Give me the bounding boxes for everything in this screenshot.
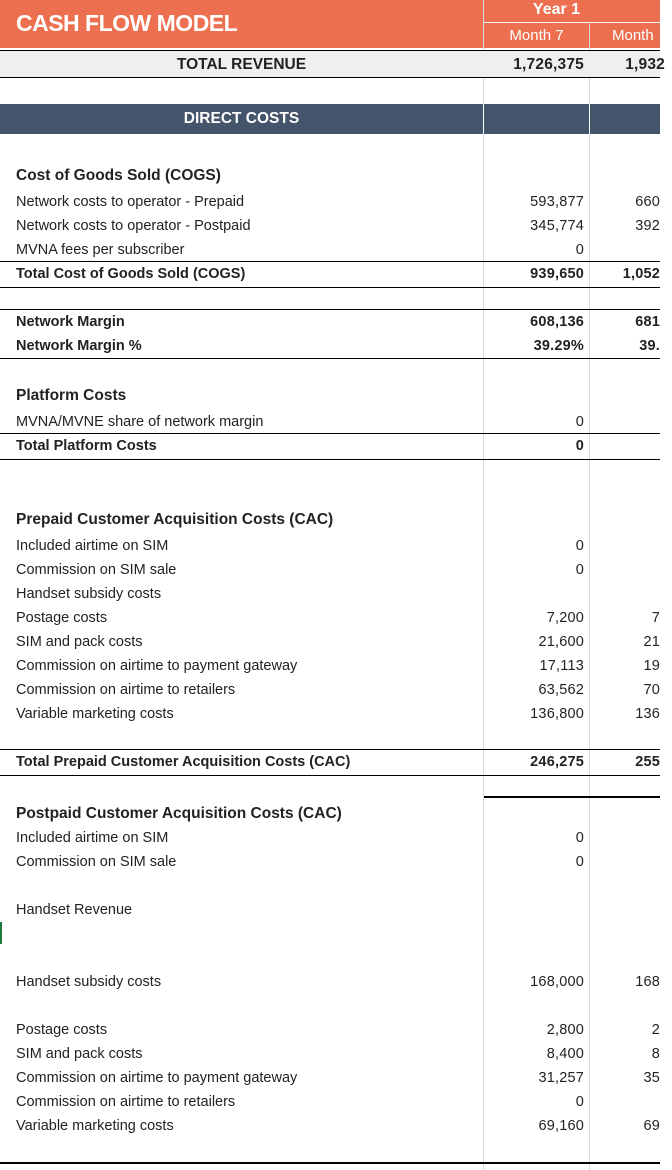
total-row[interactable] [0, 261, 660, 288]
cell-border [0, 1162, 660, 1164]
table-row[interactable] [0, 702, 660, 726]
sheet-title: CASH FLOW MODEL [16, 10, 238, 36]
row-label: Commission on SIM sale [16, 562, 177, 578]
cell-value-month-8[interactable]: 69 [643, 1118, 660, 1134]
cell-value-month-7[interactable]: 2,800 [546, 1022, 584, 1038]
section-header-row [0, 508, 660, 532]
total-row[interactable] [0, 334, 660, 359]
cell-value-month-8[interactable]: 35 [643, 1070, 660, 1086]
cell-value-month-7[interactable]: 17,113 [539, 658, 584, 674]
table-row[interactable] [0, 606, 660, 630]
table-row[interactable] [0, 850, 660, 874]
platform-header: Platform Costs [16, 387, 127, 404]
cell-value-month-7[interactable]: 608,136 [530, 314, 584, 330]
direct-costs-label: DIRECT COSTS [183, 110, 300, 127]
table-row[interactable] [0, 1090, 660, 1114]
row-label: Postage costs [16, 1022, 108, 1038]
cell-value-month-8[interactable] [590, 238, 660, 262]
table-row[interactable] [0, 534, 660, 558]
month-label-2: Month [612, 27, 654, 44]
row-label: Commission on SIM sale [16, 854, 177, 870]
cell-value-month-7[interactable]: 31,257 [538, 1070, 584, 1086]
cell-border [484, 796, 660, 798]
year-label: Year 1 [532, 1, 581, 18]
cell-value-month-8[interactable]: 21 [643, 634, 660, 650]
table-row[interactable] [0, 1114, 660, 1138]
cell-value-month-7[interactable]: 345,774 [530, 218, 584, 234]
cell-value-month-7[interactable]: 168,000 [530, 974, 584, 990]
cell-value-month-7[interactable]: 0 [575, 854, 584, 870]
postpaid-cac-header: Postpaid Customer Acquisition Costs (CAC) [16, 805, 342, 822]
cell-value-month-8[interactable]: 7 [651, 610, 660, 626]
cell-value-month-8[interactable] [590, 898, 660, 922]
table-row[interactable] [0, 970, 660, 994]
total-revenue-value-1[interactable]: 1,726,375 [513, 56, 584, 73]
cell-value-month-7[interactable]: 0 [575, 562, 584, 578]
cell-value-month-8[interactable] [590, 1090, 660, 1114]
row-label: Variable marketing costs [16, 706, 174, 722]
row-label: Included airtime on SIM [16, 830, 169, 846]
cell-value-month-8[interactable]: 1,052 [622, 266, 660, 282]
table-row[interactable] [0, 190, 660, 214]
month-label-1: Month 7 [509, 27, 564, 44]
cell-value-month-7[interactable]: 0 [575, 414, 584, 430]
section-header-row [0, 802, 660, 826]
cell-value-month-7[interactable]: 0 [575, 242, 584, 258]
row-label: Included airtime on SIM [16, 538, 169, 554]
row-marker [0, 922, 2, 944]
total-row[interactable] [0, 433, 660, 460]
table-row[interactable] [0, 410, 660, 434]
table-row[interactable] [0, 678, 660, 702]
cell-value-month-8[interactable]: 681 [635, 314, 660, 330]
cell-value-month-7[interactable]: 7,200 [546, 610, 584, 626]
cell-value-month-7[interactable]: 939,650 [530, 266, 584, 282]
table-row[interactable] [0, 654, 660, 678]
row-label: Network Margin [16, 314, 125, 330]
cell-value-month-7[interactable]: 69,160 [538, 1118, 584, 1134]
cell-value-month-7[interactable]: 63,562 [538, 682, 584, 698]
table-row[interactable] [0, 238, 660, 262]
row-label: Commission on airtime to retailers [16, 1094, 236, 1110]
table-row[interactable] [0, 1018, 660, 1042]
table-row[interactable] [0, 582, 660, 606]
cell-value-month-8[interactable] [590, 582, 660, 606]
cell-value-month-8[interactable]: 8 [651, 1046, 660, 1062]
total-row[interactable] [0, 309, 660, 334]
cell-value-month-7[interactable]: 8,400 [546, 1046, 584, 1062]
table-row[interactable] [0, 1042, 660, 1066]
cell-value-month-8[interactable]: 70 [643, 682, 660, 698]
cell-value-month-8[interactable]: 2 [651, 1022, 660, 1038]
row-label: Handset subsidy costs [16, 974, 162, 990]
row-label: MVNA fees per subscriber [16, 242, 185, 258]
cell-value-month-8[interactable]: 19 [643, 658, 660, 674]
cell-value-month-7[interactable]: 21,600 [538, 634, 584, 650]
cell-value-month-8[interactable]: 168 [635, 974, 660, 990]
cell-value-month-8[interactable] [590, 434, 660, 458]
row-label: Network Margin % [16, 338, 142, 354]
cell-value-month-7[interactable]: 0 [575, 438, 584, 454]
total-revenue-value-2[interactable]: 1,932 [625, 56, 665, 73]
total-row[interactable] [0, 749, 660, 776]
row-label: Handset subsidy costs [16, 586, 162, 602]
cell-value-month-8[interactable]: 255 [635, 754, 660, 770]
row-label: Total Platform Costs [16, 438, 157, 454]
cell-value-month-7[interactable] [484, 582, 584, 606]
table-row[interactable] [0, 826, 660, 850]
cell-value-month-8[interactable] [590, 410, 660, 434]
section-header-row [0, 164, 660, 188]
row-label: MVNA/MVNE share of network margin [16, 414, 264, 430]
table-row[interactable] [0, 214, 660, 238]
total-revenue-label: TOTAL REVENUE [176, 56, 307, 73]
cell-value-month-7[interactable]: 0 [575, 830, 584, 846]
prepaid-cac-header: Prepaid Customer Acquisition Costs (CAC) [16, 511, 334, 528]
row-label: Handset Revenue [16, 902, 133, 918]
cell-value-month-7[interactable]: 39.29% [533, 338, 584, 354]
row-label: SIM and pack costs [16, 634, 143, 650]
row-label: Total Prepaid Customer Acquisition Costs (CAC) [16, 754, 351, 770]
cogs-header: Cost of Goods Sold (COGS) [16, 167, 221, 184]
cell-value-month-7[interactable]: 0 [575, 538, 584, 554]
section-header-row [0, 384, 660, 408]
table-row[interactable] [0, 898, 660, 922]
cell-value-month-8[interactable]: 136 [635, 706, 660, 722]
table-row[interactable] [0, 1066, 660, 1090]
row-label: Network costs to operator - Postpaid [16, 218, 251, 234]
direct-costs-divider [589, 104, 590, 134]
row-label: Network costs to operator - Prepaid [16, 194, 245, 210]
row-label: Commission on airtime to payment gateway [16, 658, 298, 674]
cell-value-month-7[interactable]: 0 [575, 1094, 584, 1110]
direct-costs-divider [483, 104, 484, 134]
table-row[interactable] [0, 630, 660, 654]
cell-value-month-7[interactable]: 136,800 [530, 706, 584, 722]
row-label: SIM and pack costs [16, 1046, 143, 1062]
row-label: Commission on airtime to retailers [16, 682, 236, 698]
cell-value-month-8[interactable] [590, 534, 660, 558]
row-label: Commission on airtime to payment gateway [16, 1070, 298, 1086]
cell-value-month-8[interactable] [590, 826, 660, 850]
cell-value-month-8[interactable]: 392 [635, 218, 660, 234]
cell-value-month-7[interactable]: 246,275 [530, 754, 584, 770]
cell-value-month-8[interactable]: 39. [639, 338, 660, 354]
cell-value-month-8[interactable] [590, 850, 660, 874]
cell-value-month-8[interactable]: 660 [635, 194, 660, 210]
table-row[interactable] [0, 558, 660, 582]
cell-value-month-7[interactable]: 593,877 [530, 194, 584, 210]
row-label: Total Cost of Goods Sold (COGS) [16, 266, 246, 282]
row-label: Postage costs [16, 610, 108, 626]
cell-value-month-7[interactable] [484, 898, 584, 922]
cell-value-month-8[interactable] [590, 558, 660, 582]
row-label: Variable marketing costs [16, 1118, 174, 1134]
